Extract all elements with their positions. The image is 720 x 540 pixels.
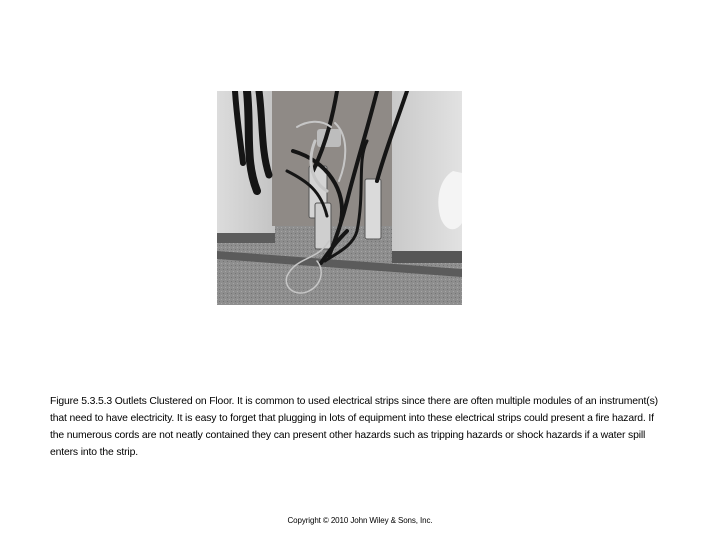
copyright-notice: Copyright © 2010 John Wiley & Sons, Inc. — [287, 516, 433, 525]
figure-photo-outlets-clustered-on-floor — [217, 91, 462, 305]
power-strip-3 — [365, 179, 381, 239]
photo-illustration — [217, 91, 462, 305]
left-baseboard — [217, 233, 275, 243]
figure-caption: Figure 5.3.5.3 Outlets Clustered on Floor. It is common to used electrical strips since there are often multiple modules of an instrument(s) that need to have electricity. It is easy to forget that plugging in lots of equipment into these electrical strips could present a fire hazard. If the numerous cords are not neatly contained they can present other hazards such as tripping hazards or shock hazards if a water spill enters into the strip. — [50, 396, 658, 458]
right-baseboard — [392, 251, 462, 263]
